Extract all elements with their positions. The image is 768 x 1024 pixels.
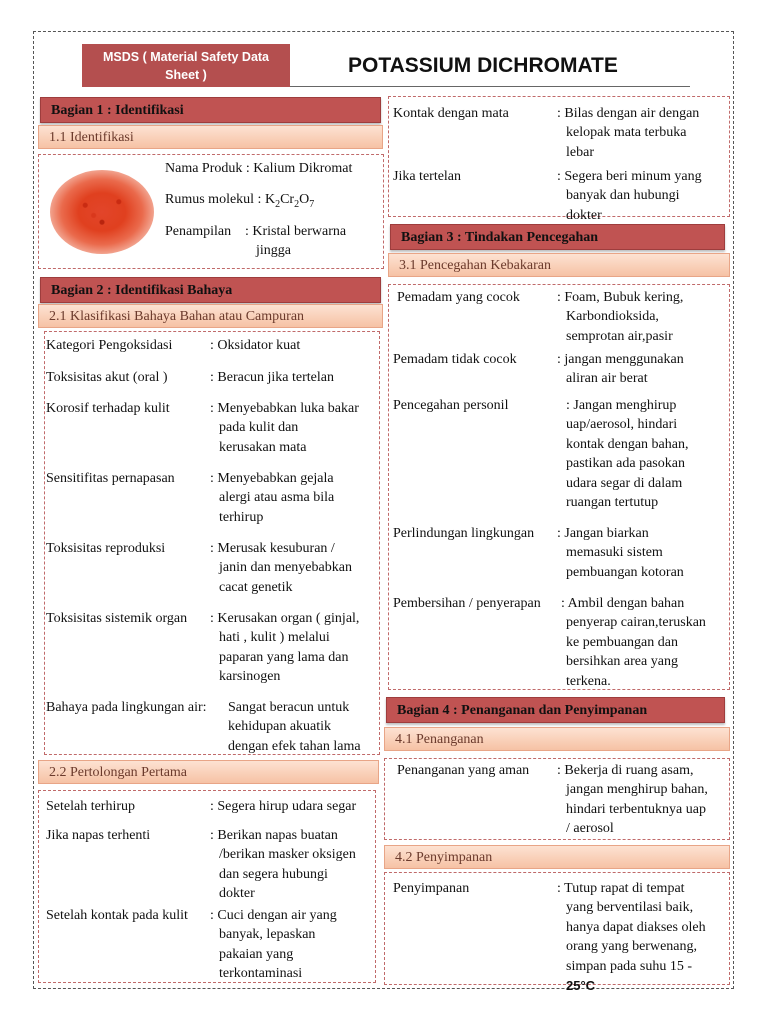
appearance-label: Penampilan — [165, 224, 232, 239]
hazard-value — [210, 539, 352, 597]
storage-line: hanya dapat diakses oleh — [566, 919, 706, 935]
hazard-value — [210, 336, 300, 355]
prevention-value — [557, 350, 684, 389]
first-aid-label: Setelah kontak pada kulit — [46, 908, 188, 923]
first-aid-value — [210, 906, 337, 984]
hazard-value-line: : Menyebabkan gejala — [210, 471, 334, 486]
first-aid-line: dokter — [566, 207, 602, 223]
first-aid-line: pakaian yang — [219, 946, 294, 962]
badge-line-1: MSDS ( Material Safety Data — [102, 50, 270, 64]
storage-value — [557, 879, 706, 995]
hazard-label: Sensitifitas pernapasan — [46, 471, 175, 486]
aquatic-line: dengan efek tahan lama — [228, 738, 361, 754]
powder-crystals — [60, 178, 144, 246]
section-2-header: Bagian 2 : Identifikasi Bahaya — [40, 277, 381, 303]
prevention-line: : Ambil dengan bahan — [561, 596, 685, 611]
prevention-line: kontak dengan bahan, — [566, 436, 689, 452]
badge-line-2: Sheet ) — [165, 68, 207, 82]
prevention-value — [561, 594, 706, 691]
subsection-3-1-header: 3.1 Pencegahan Kebakaran — [388, 253, 730, 277]
hazard-value-line: cacat genetik — [219, 579, 293, 595]
molecular-formula — [165, 190, 314, 214]
first-aid-value — [210, 826, 356, 904]
prevention-line: penyerap cairan,teruskan — [566, 615, 706, 631]
section-4-header: Bagian 4 : Penanganan dan Penyimpanan — [386, 697, 725, 723]
first-aid-line: : Bilas dengan air dengan — [557, 106, 700, 121]
first-aid-line: dokter — [219, 886, 255, 902]
handling-line: jangan menghirup bahan, — [566, 782, 708, 798]
storage-label: Penyimpanan — [393, 881, 470, 896]
hazard-value-line: kerusakan mata — [219, 439, 307, 455]
prevention-line: : Jangan menghirup — [566, 398, 677, 413]
prevention-value — [557, 288, 683, 346]
hazard-label: Toksisitas reproduksi — [46, 541, 166, 556]
first-aid-label: Jika napas terhenti — [46, 828, 151, 843]
subsection-2-2-header: 2.2 Pertolongan Pertama — [38, 760, 379, 784]
formula-sub-k: 2 — [275, 198, 281, 210]
first-aid-label: Setelah terhirup — [46, 799, 136, 814]
section-1-header: Bagian 1 : Identifikasi — [40, 97, 381, 123]
prevention-line: semprotan air,pasir — [566, 328, 673, 344]
hazard-value-line: terhirup — [219, 509, 264, 525]
prevention-line: : jangan menggunakan — [557, 352, 684, 367]
prevention-value — [557, 524, 684, 582]
hazard-value-line: paparan yang lama dan — [219, 649, 349, 665]
hazard-value-line: : Merusak kesuburan / — [210, 541, 335, 556]
prevention-label: Pencegahan personil — [393, 398, 509, 413]
prevention-label: Perlindungan lingkungan — [393, 526, 535, 541]
aquatic-hazard-value — [228, 698, 361, 756]
storage-line: orang yang berwenang, — [566, 939, 698, 955]
formula-sub-o: 7 — [309, 198, 315, 210]
prevention-line: udara segar di dalam — [566, 475, 683, 491]
prevention-line: terkena. — [566, 673, 611, 689]
prevention-line: bersihkan area yang — [566, 654, 678, 670]
aquatic-line: Sangat beracun untuk — [228, 700, 350, 715]
first-aid-line: : Cuci dengan air yang — [210, 908, 337, 923]
first-aid-line: : Segera hirup udara segar — [210, 799, 357, 814]
hazard-value — [210, 469, 334, 527]
hazard-value-line: janin dan menyebabkan — [219, 560, 352, 576]
storage-line: simpan pada suhu 15 - — [566, 958, 692, 974]
hazard-value-line: : Menyebabkan luka bakar — [210, 401, 359, 416]
hazard-value — [210, 609, 359, 687]
hazard-value-line: karsinogen — [219, 669, 281, 685]
hazard-value — [210, 399, 359, 457]
subsection-2-1-header: 2.1 Klasifikasi Bahaya Bahan atau Campuran — [38, 304, 383, 328]
first-aid-line: banyak dan hubungi — [566, 188, 680, 204]
first-aid-line: lebar — [566, 144, 594, 160]
first-aid-line: kelopak mata terbuka — [566, 125, 687, 141]
formula-prefix: Rumus molekul : K — [165, 192, 276, 207]
aquatic-line: kehidupan akuatik — [228, 719, 332, 735]
msds-badge — [82, 44, 290, 87]
formula-cr: Cr — [280, 192, 295, 207]
handling-line: / aerosol — [566, 821, 614, 837]
prevention-line: ruangan tertutup — [566, 495, 659, 511]
storage-line: : Tutup rapat di tempat — [557, 881, 685, 896]
prevention-line: pastikan ada pasokan — [566, 456, 685, 472]
subsection-4-1-header: 4.1 Penanganan — [384, 727, 730, 751]
prevention-line: memasuki sistem — [566, 545, 663, 561]
hazard-value-line: hati , kulit ) melalui — [219, 630, 330, 646]
prevention-line: : Jangan biarkan — [557, 526, 649, 541]
subsection-4-2-header: 4.2 Penyimpanan — [384, 845, 730, 869]
handling-value — [557, 761, 708, 839]
hazard-label: Toksisitas sistemik organ — [46, 611, 188, 626]
hazard-label: Korosif terhadap kulit — [46, 401, 170, 416]
prevention-label: Pemadam yang cocok — [397, 290, 520, 305]
hazard-value-line: : Beracun jika tertelan — [210, 370, 334, 385]
hazard-label: Toksisitas akut (oral ) — [46, 370, 168, 385]
first-aid-line: : Berikan napas buatan — [210, 828, 338, 843]
first-aid-value — [210, 797, 356, 816]
first-aid-value — [557, 104, 699, 162]
hazard-value-line: : Kerusakan organ ( ginjal, — [210, 611, 360, 626]
product-name: Nama Produk : Kalium Dikromat — [165, 161, 353, 176]
hazard-value-line: pada kulit dan — [219, 420, 299, 436]
formula-o: O — [299, 192, 310, 207]
prevention-line: Karbondioksida, — [566, 309, 659, 325]
handling-label: Penanganan yang aman — [397, 763, 530, 778]
appearance-value-1: : Kristal berwarna — [245, 224, 347, 239]
hazard-label: Kategori Pengoksidasi — [46, 338, 173, 353]
first-aid-line: banyak, lepaskan — [219, 927, 316, 943]
section-3-header: Bagian 3 : Tindakan Pencegahan — [390, 224, 725, 250]
first-aid-value — [557, 167, 702, 225]
first-aid-line: terkontaminasi — [219, 966, 303, 982]
prevention-line: pembuangan kotoran — [566, 564, 684, 580]
first-aid-label: Kontak dengan mata — [393, 106, 509, 121]
appearance-value-2: jingga — [256, 243, 291, 258]
document-title: POTASSIUM DICHROMATE — [348, 54, 618, 77]
storage-temperature: 25°C — [566, 978, 596, 994]
prevention-label: Pembersihan / penyerapan — [393, 596, 541, 611]
storage-line: yang berventilasi baik, — [566, 900, 694, 916]
prevention-value — [557, 396, 688, 512]
handling-line: : Bekerja di ruang asam, — [557, 763, 694, 778]
prevention-line: : Foam, Bubuk kering, — [557, 290, 684, 305]
aquatic-hazard-label: Bahaya pada lingkungan air: — [46, 700, 207, 715]
first-aid-line: dan segera hubungi — [219, 866, 328, 882]
formula-sub-cr: 2 — [294, 198, 300, 210]
handling-line: hindari terbentuknya uap — [566, 801, 706, 817]
first-aid-line: /berikan masker oksigen — [219, 847, 356, 863]
prevention-label: Pemadam tidak cocok — [393, 352, 517, 367]
prevention-line: uap/aerosol, hindari — [566, 417, 678, 433]
prevention-line: ke pembuangan dan — [566, 634, 678, 650]
hazard-value-line: : Oksidator kuat — [210, 338, 301, 353]
first-aid-label: Jika tertelan — [393, 169, 462, 184]
title-underline — [290, 86, 690, 87]
first-aid-line: : Segera beri minum yang — [557, 169, 702, 184]
hazard-value-line: alergi atau asma bila — [219, 490, 335, 506]
hazard-value — [210, 368, 334, 387]
prevention-line: aliran air berat — [566, 371, 648, 387]
subsection-1-1-header: 1.1 Identifikasi — [38, 125, 383, 149]
